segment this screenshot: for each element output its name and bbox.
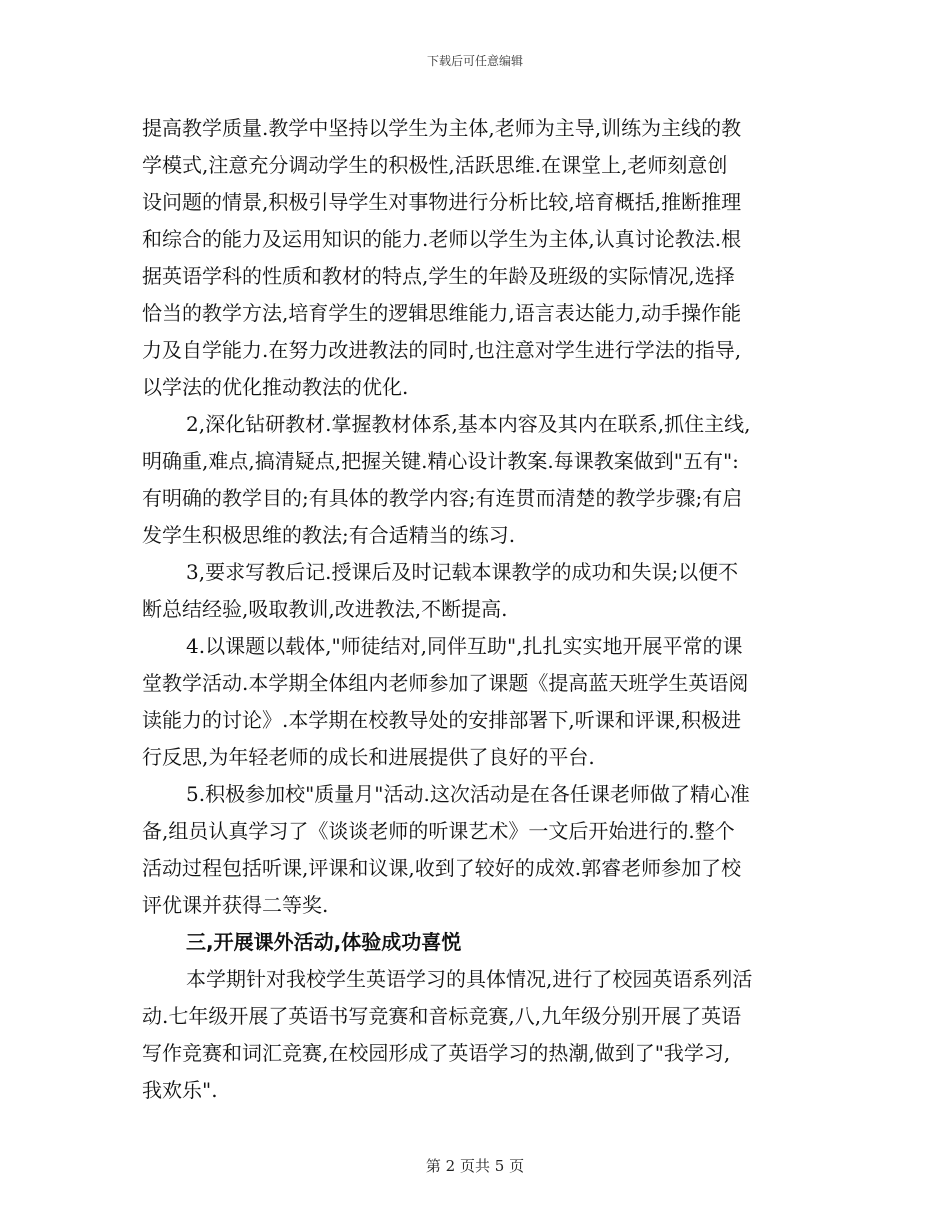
- document-body: [142, 110, 812, 1109]
- paragraph-line: 发学生积极思维的教法;有合适精当的练习.: [142, 523, 516, 547]
- paragraph-line: 恰当的教学方法,培育学生的逻辑思维能力,语言表达能力,动手操作能: [142, 301, 742, 325]
- paragraph-line: 堂教学活动.本学期全体组内老师参加了课题《提高蓝天班学生英语阅: [142, 671, 749, 695]
- paragraph-line: 据英语学科的性质和教材的特点,学生的年龄及班级的实际情况,选择: [142, 264, 735, 288]
- paragraph-line: 力及自学能力.在努力改进教法的同时,也注意对学生进行学法的指导,: [142, 338, 742, 362]
- paragraph-line: 3,要求写教后记.授课后及时记载本课教学的成功和失误;以便不: [186, 560, 739, 584]
- paragraph-line: 本学期针对我校学生英语学习的具体情况,进行了校园英语系列活: [186, 967, 753, 991]
- paragraph-line: 5.积极参加校"质量月"活动.这次活动是在各任课老师做了精心准: [186, 782, 750, 806]
- paragraph-line: 我欢乐".: [142, 1078, 218, 1102]
- paragraph-line: 动.七年级开展了英语书写竞赛和音标竞赛,八,九年级分别开展了英语: [142, 1004, 742, 1028]
- paragraph-line: 评优课并获得二等奖.: [142, 893, 329, 917]
- paragraph-line: 以学法的优化推动教法的优化.: [142, 375, 409, 399]
- paragraph-line: 学模式,注意充分调动学生的积极性,活跃思维.在课堂上,老师刻意创: [142, 153, 728, 177]
- paragraph-line: 4.以课题以载体,"师徒结对,同伴互助",扎扎实实地开展平常的课: [186, 634, 743, 658]
- paragraph-line: 活动过程包括听课,评课和议课,收到了较好的成效.郭睿老师参加了校: [142, 856, 742, 880]
- paragraph-line: 设问题的情景,积极引导学生对事物进行分析比较,培育概括,推断推理: [142, 190, 742, 214]
- paragraph-line: 行反思,为年轻老师的成长和进展提供了良好的平台.: [142, 745, 595, 769]
- paragraph-line: 2,深化钻研教材.掌握教材体系,基本内容及其内在联系,抓住主线,: [186, 412, 751, 436]
- paragraph-line: 写作竞赛和词汇竞赛,在校园形成了英语学习的热潮,做到了"我学习,: [142, 1041, 731, 1065]
- paragraph-line: 提高教学质量.教学中坚持以学生为主体,老师为主导,训练为主线的教: [142, 116, 742, 140]
- paragraph-line: 读能力的讨论》.本学期在校教导处的安排部署下,听课和评课,积极进: [142, 708, 742, 732]
- paragraph-line: 有明确的教学目的;有具体的教学内容;有连贯而清楚的教学步骤;有启: [142, 486, 743, 510]
- page-header: 下载后可任意编辑: [426, 54, 523, 68]
- paragraph-line: 和综合的能力及运用知识的能力.老师以学生为主体,认真讨论教法.根: [142, 227, 742, 251]
- paragraph-line: 断总结经验,吸取教训,改进教法,不断提高.: [142, 597, 508, 621]
- page-number-footer: 第 2 页共 5 页: [425, 1157, 525, 1175]
- paragraph-line: 明确重,难点,搞清疑点,把握关键.精心设计教案.每课教案做到"五有":: [142, 449, 739, 473]
- section-heading: 三,开展课外活动,体验成功喜悦: [186, 930, 462, 954]
- paragraph-line: 备,组员认真学习了《谈谈老师的听课艺术》一文后开始进行的.整个: [142, 819, 735, 843]
